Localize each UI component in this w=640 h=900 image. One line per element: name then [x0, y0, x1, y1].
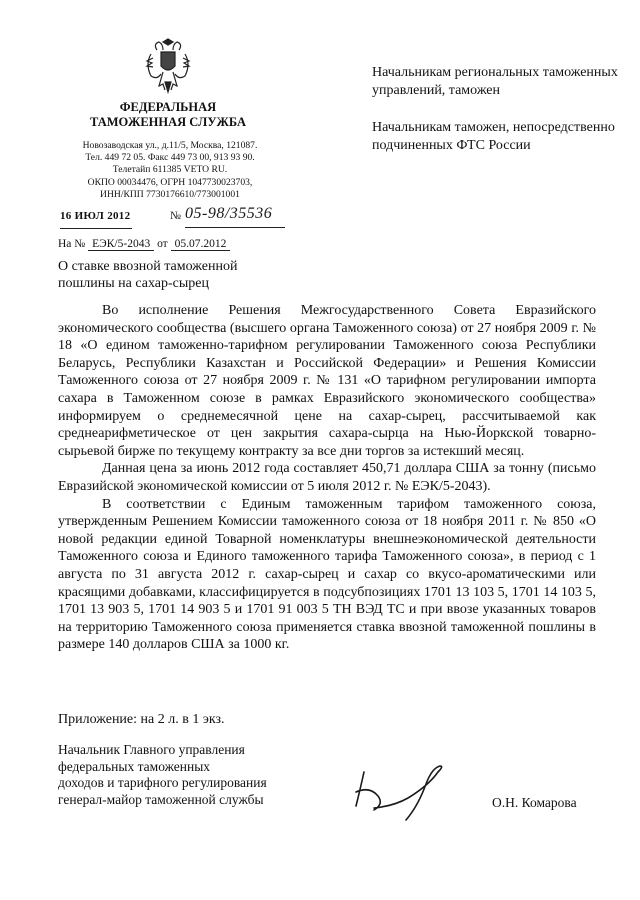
- title-line: Начальник Главного управления: [58, 742, 245, 757]
- registration-date: 16 ИЮЛ 2012: [60, 210, 132, 229]
- subject-line: О ставке ввозной таможенной: [58, 259, 238, 274]
- addressee: Начальникам региональных таможенных управлений, таможен: [372, 65, 618, 98]
- registration-number: 05-98/35536: [185, 205, 285, 228]
- letter-body: [58, 302, 596, 654]
- reference-label: На №: [58, 238, 86, 250]
- address-line: Тел. 449 72 05. Факс 449 73 00, 913 93 90.: [85, 152, 255, 164]
- subject-line: пошлины на сахар-сырец: [58, 276, 209, 291]
- attachment-note: Приложение: на 2 л. в 1 экз.: [58, 712, 225, 727]
- letter-subject: [58, 258, 288, 292]
- handwritten-signature: [340, 762, 470, 824]
- address-line: Телетайп 611385 VETO RU.: [112, 164, 228, 176]
- russian-coat-of-arms-icon: [143, 38, 193, 96]
- addressee: Начальникам таможен, непосредственно подчиненных ФТС России: [372, 120, 615, 153]
- agency-line-2: ТАМОЖЕННАЯ СЛУЖБА: [90, 115, 246, 129]
- agency-address: [50, 140, 290, 201]
- agency-name: [58, 100, 278, 130]
- reference-line: [58, 238, 230, 251]
- registration-number-label: №: [170, 210, 181, 222]
- reference-date: 05.07.2012: [171, 238, 231, 251]
- title-line: генерал-майор таможенной службы: [58, 791, 264, 807]
- title-line: федеральных таможенных: [58, 758, 211, 774]
- address-line: Новозаводская ул., д.11/5, Москва, 121087.: [82, 140, 258, 151]
- addressees: [372, 64, 622, 174]
- title-line: доходов и тарифного регулирования: [58, 775, 267, 790]
- reference-date-label: от: [157, 238, 168, 250]
- agency-line-1: ФЕДЕРАЛЬНАЯ: [119, 100, 217, 114]
- address-line: ИНН/КПП 7730176610/773001001: [100, 188, 240, 200]
- signatory-name: О.Н. Комарова: [492, 795, 577, 810]
- body-paragraph: Данная цена за июнь 2012 года составляет 450,71 доллара США за тонну (письмо Евразийской экономической комиссии от 5 июля 2012 г. № ЕЭК/5-2043).: [58, 461, 596, 494]
- address-line: ОКПО 00034476, ОГРН 1047730023703,: [87, 176, 253, 188]
- body-paragraph: В соответствии с Единым таможенным тарифом таможенного союза, утвержденным Решением Комиссии таможенного союза от 18 ноября 2011 г. № 850 «О новой редакции единой Товарной номенклатуры внешнеэкономической деятельности Таможенного союза и Единого таможенного тарифа Таможенного союза», в период с 1 августа по 31 августа 2012 г. сахар-сырец и сахар со вкусо-ароматическими или красящими добавками, классифицируется в подсубпозициях 1701 13 103 5, 1701 14 103 5, 1701 13 903 5, 1701 14 903 5 и 1701 91 003 5 ТН ВЭД ТС и при ввозе указанных товаров на территорию Таможенного союза применяется ставка ввозной таможенной пошлины в размере 140 долларов США за 1000 кг.: [58, 496, 596, 653]
- body-paragraph: Во исполнение Решения Межгосударственного Совета Евразийского экономического сообщества (высшего органа Таможенного союза) от 27 ноября 2009 г. № 18 «О едином таможенно-тарифном регулировании Таможенного союза Республики Беларусь, Республики Казахстан и Российской Федерации» и Решения Комиссии Таможенного союза от 27 ноября 2009 г. № 131 «О тарифном регулировании импорта сахара в Таможенном союзе в рамках Евразийского экономического сообщества» информируем о среднемесячной цене на сахар-сырец, рассчитываемой как среднеарифметическое от цен закрытия сахара-сырца на Нью-Йоркской товарно-сырьевой бирже по текущему контракту за все дни торгов за истекший месяц.: [58, 303, 596, 459]
- reference-number: ЕЭК/5-2043: [88, 238, 154, 251]
- signatory-title: [58, 742, 338, 808]
